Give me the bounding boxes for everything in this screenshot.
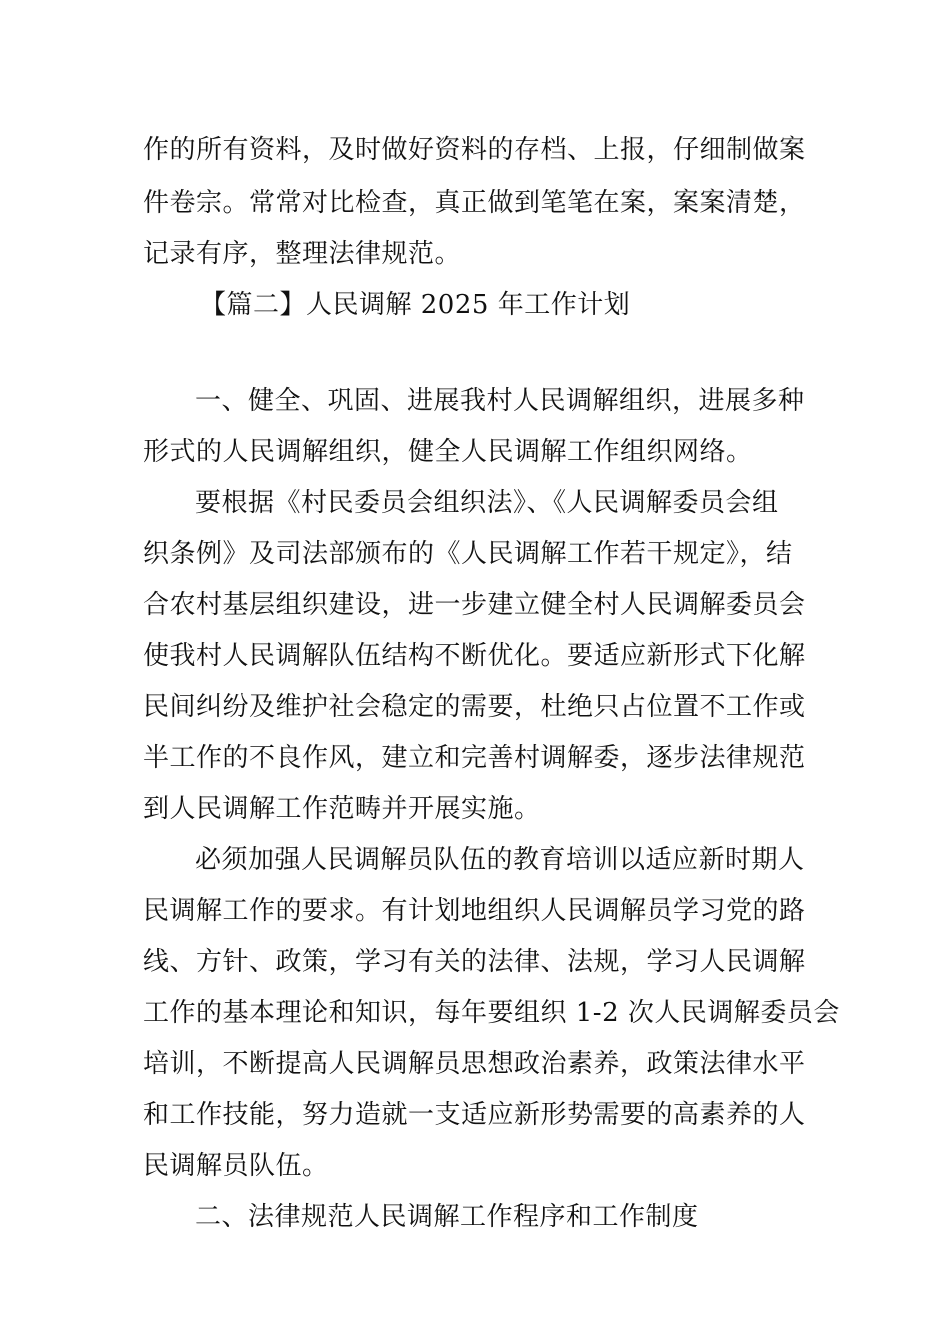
- paragraph-line: 半工作的不良作风，建立和完善村调解委，逐步法律规范: [143, 743, 806, 773]
- paragraph-line: 必须加强人民调解员队伍的教育培训以适应新时期人: [195, 845, 805, 875]
- paragraph-line: 件卷宗。常常对比检查，真正做到笔笔在案，案案清楚，: [143, 188, 806, 218]
- paragraph-line: 到人民调解工作范畴并开展实施。: [143, 794, 541, 824]
- paragraph-line: 民调解员队伍。: [143, 1151, 329, 1181]
- paragraph-line: 民间纠纷及维护社会稳定的需要，杜绝只占位置不工作或: [143, 692, 806, 722]
- paragraph-line: 使我村人民调解队伍结构不断优化。要适应新形式下化解: [143, 641, 806, 671]
- paragraph-line: 记录有序，整理法律规范。: [143, 239, 462, 269]
- paragraph-line: 织条例》及司法部颁布的《人民调解工作若干规定》，结: [143, 539, 793, 569]
- paragraph-line: 要根据《村民委员会组织法》、《人民调解委员会组: [195, 488, 779, 518]
- paragraph-line: 一、健全、巩固、进展我村人民调解组织，进展多种: [195, 386, 805, 416]
- section-heading: 【篇二】人民调解 2025 年工作计划: [200, 290, 631, 320]
- paragraph-line: 工作的基本理论和知识，每年要组织 1-2 次人民调解委员会: [143, 998, 840, 1028]
- paragraph-line: 民调解工作的要求。有计划地组织人民调解员学习党的路: [143, 896, 806, 926]
- paragraph-line: 合农村基层组织建设，进一步建立健全村人民调解委员会: [143, 590, 806, 620]
- section-heading: 二、法律规范人民调解工作程序和工作制度: [195, 1202, 699, 1232]
- paragraph-line: 作的所有资料，及时做好资料的存档、上报，仔细制做案: [143, 135, 806, 165]
- paragraph-line: 和工作技能，努力造就一支适应新形势需要的高素养的人: [143, 1100, 806, 1130]
- paragraph-line: 培训，不断提高人民调解员思想政治素养，政策法律水平: [143, 1049, 806, 1079]
- paragraph-line: 线、方针、政策，学习有关的法律、法规，学习人民调解: [143, 947, 806, 977]
- paragraph-line: 形式的人民调解组织，健全人民调解工作组织网络。: [143, 437, 753, 467]
